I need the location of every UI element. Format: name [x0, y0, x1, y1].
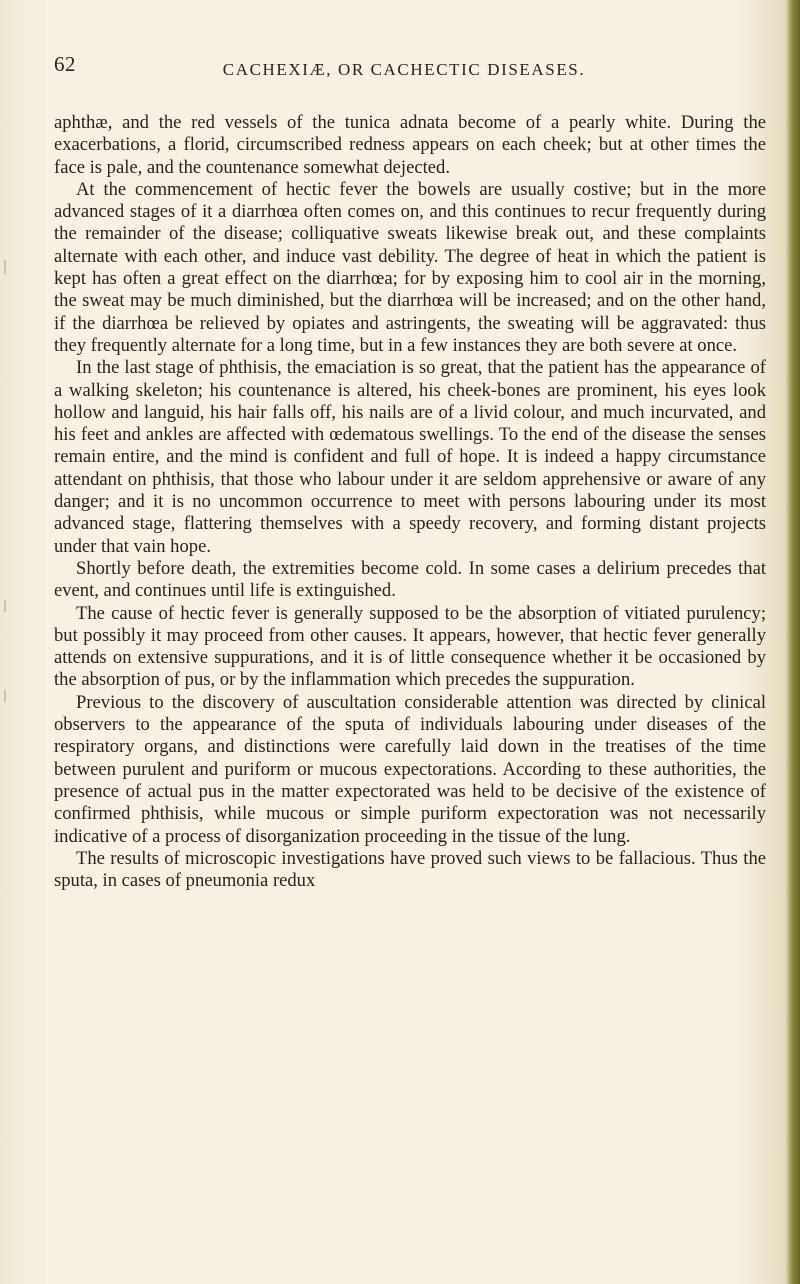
body-text: [54, 112, 766, 892]
paragraph: In the last stage of phthisis, the emaciation is so great, that the patient has the appearance of a walking skeleton; his countenance is altered, his cheek-bones are prominent, his eyes look hollow and languid, his hair falls off, his nails are of a livid colour, and much incurvated, and his feet and ankles are affected with œdematous swellings. To the end of the disease the senses remain entire, and the mind is confident and full of hope. It is indeed a happy circumstance attendant on phthisis, that those who labour under it are seldom apprehensive or aware of any danger; and it is no uncommon occurrence to meet with persons labouring under its most advanced stage, flattering themselves with a speedy recovery, and forming distant projects under that vain hope.: [54, 357, 766, 557]
margin-mark: [4, 690, 6, 702]
paragraph: The cause of hectic fever is generally supposed to be the absorption of vitiated purulency; but possibly it may proceed from other causes. It appears, however, that hectic fever generally attends on extensive suppurations, and it is of little consequence whether it be occasioned by the absorption of pus, or by the inflammation which precedes the suppuration.: [54, 602, 766, 691]
margin-mark: [4, 600, 6, 612]
page-edge: [786, 0, 800, 1284]
paragraph: Shortly before death, the extremities become cold. In some cases a delirium precedes that event, and continues until life is extinguished.: [54, 557, 766, 602]
page-number: 62: [54, 52, 76, 76]
paragraph: aphthæ, and the red vessels of the tunica adnata become of a pearly white. During the exacerbations, a florid, circumscribed redness appears on each cheek; but at other times the face is pale, and the countenance somewhat dejected.: [54, 112, 766, 178]
margin-mark: [4, 260, 6, 274]
running-head: CACHEXIÆ, OR CACHECTIC DISEASES.: [222, 60, 586, 79]
paragraph: The results of microscopic investigations have proved such views to be fallacious. Thus the sputa, in cases of pneumonia redux: [54, 847, 766, 892]
page-header: [54, 52, 754, 82]
paragraph: At the commencement of hectic fever the bowels are usually costive; but in the more advanced stages of it a diarrhœa often comes on, and this continues to recur frequently during the remainder of the disease; colliquative sweats likewise break out, and these complaints alternate with each other, and induce vast debility. The degree of heat in which the patient is kept has often a great effect on the diarrhœa; for by exposing him to cool air in the morning, the sweat may be much diminished, but the diarrhœa will be increased; and on the other hand, if the diarrhœa be relieved by opiates and astringents, the sweating will be aggravated: thus they frequently alternate for a long time, but in a few instances they are both severe at once.: [54, 178, 766, 356]
paragraph: Previous to the discovery of auscultation considerable attention was directed by clinical observers to the appearance of the sputa of individuals labouring under diseases of the respiratory organs, and distinctions were carefully laid down in the treatises of the time between purulent and puriform or mucous expectorations. According to these authorities, the presence of actual pus in the matter expectorated was held to be decisive of the existence of confirmed phthisis, while mucous or simple puriform expectoration was not necessarily indicative of a process of disorganization proceeding in the tissue of the lung.: [54, 691, 766, 847]
